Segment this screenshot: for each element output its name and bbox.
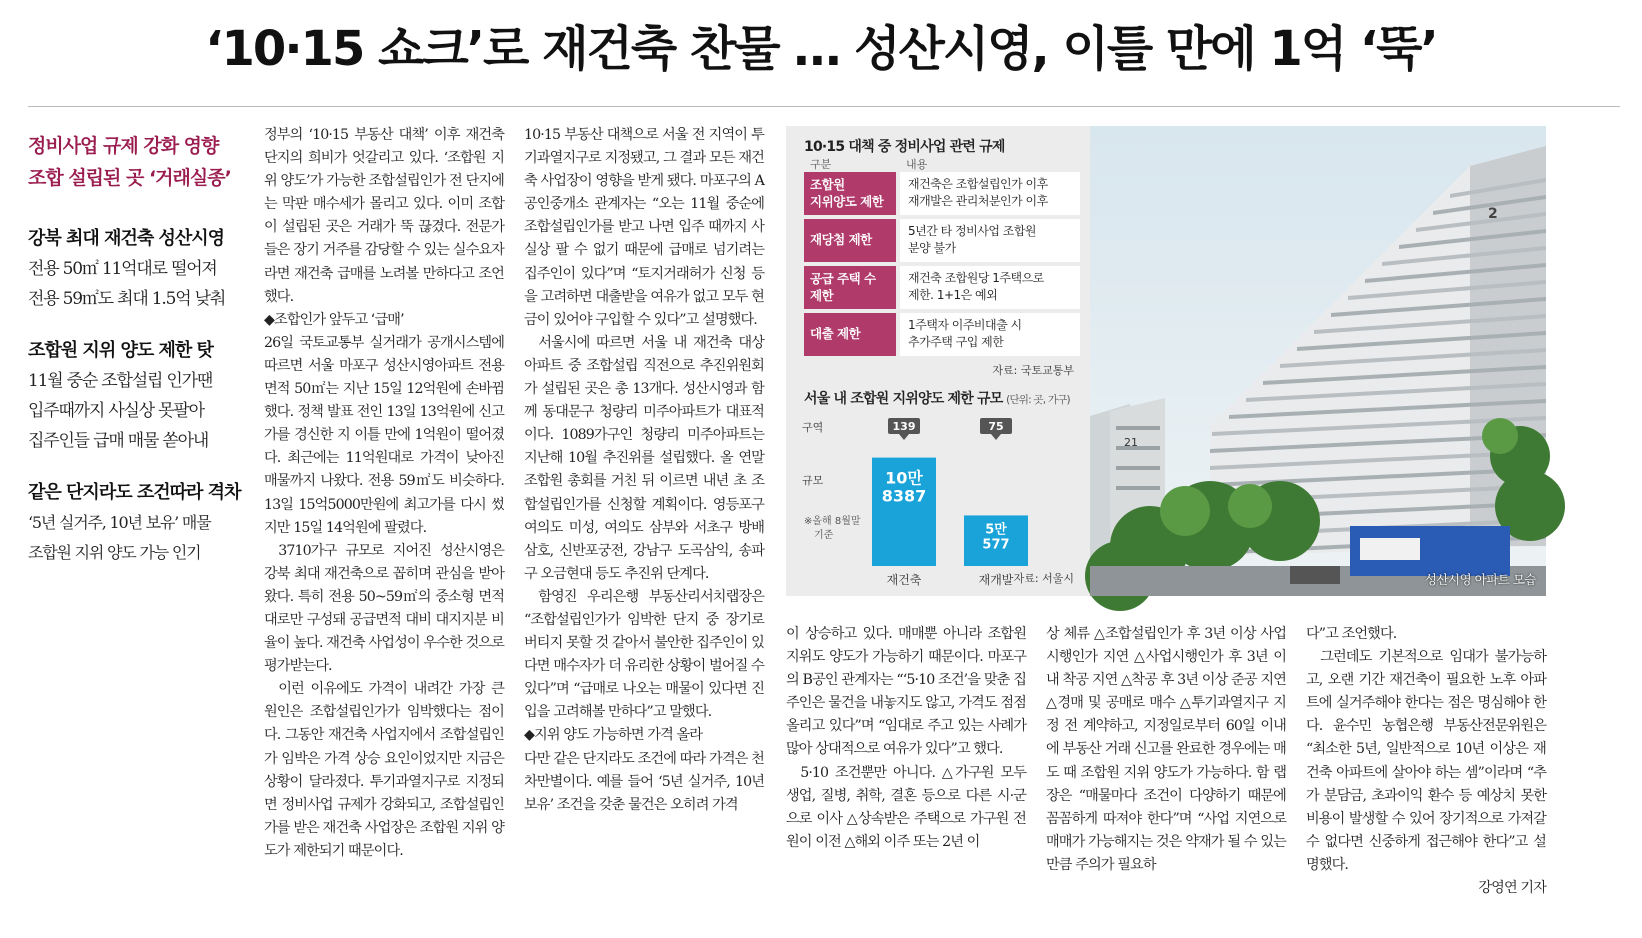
regulation-detail: 재건축 조합원당 1주택으로 제한. 1+1은 예외 [900,266,1080,309]
regulation-row [804,266,1080,309]
category-label: 재개발 [978,573,1014,587]
chart-note-1: ※올해 8월말 [804,516,861,527]
summary-line: ‘5년 실거주, 10년 보유’ 매물 [28,513,211,532]
summary-line: 전용 59㎡도 최대 1.5억 낮춰 [28,289,226,309]
bar-value-label: 10만 [885,468,923,488]
summary-line: 집주인들 급매 매물 쏟아내 [28,431,209,451]
bar-value-label: 8387 [881,486,927,506]
paragraph: 10·15 부동산 대책으로 서울 전 지역이 투기과열지구로 지정됐고, 그 결과 모든 재건축 사업장이 영향을 받게 됐다. 마포구의 A공인중개소 관계자는 “오는 11월 중순에 조합설립인가를 받고 나면 입주 때까지 사실상 팔 수 없기 때문에 급매로 넘기려는 집주인이 있다”며 “토지거래허가 신청 등을 고려하면 대출받을 여유가 없고 모두 현금이 있어야 구입할 수 있다”고 설명했다. [524,127,764,328]
paragraph: 정부의 ‘10·15 부동산 대책’ 이후 재건축 단지의 희비가 엇갈리고 있다. ‘조합원 지위 양도’가 가능한 조합설립인가 전 단지에는 막판 매수세가 몰리고 있다. 이미 조합이 설립된 곳은 거래가 뚝 끊겼다. 전문가들은 장기 거주를 감당할 수 있는 실수요자라면 재건축 급매를 노려볼 만하다고 조언했다. [264,127,504,305]
regulation-row [804,313,1080,356]
paragraph: 다”고 조언했다. [1306,626,1397,642]
regulation-label: 대출 제한 [804,313,896,356]
chart-unit: (단위: 곳, 가구) [1006,394,1070,406]
summary-heading-1: 강북 최대 재건축 성산시영 [28,228,225,249]
regulation-label: 재당첨 제한 [804,219,896,262]
photo-caption: 성산시영 아파트 모습 [1424,572,1536,587]
regulation-detail: 재건축은 조합설립인가 이후 재개발은 관리처분인가 이후 [900,172,1080,215]
apartment-photo [1090,126,1546,596]
source-note: 자료: 국토교통부 [992,364,1074,377]
lead-line-2: 조합 설립된 곳 ‘거래실종’ [28,167,231,189]
count-label: 139 [892,420,916,433]
summary-line: 11월 중순 조합설립 인가땐 [28,371,213,391]
summary-lead [28,130,258,194]
summary-block-3 [28,478,258,568]
header-content: 내용 [906,158,928,171]
regulation-label: 공급 주택 수 제한 [804,266,896,309]
paragraph: 함영진 우리은행 부동산리서치랩장은 “조합설립인가가 임박한 단지 중 장기로 버티지 못할 것 같아서 불안한 집주인이 있다면 매수자가 더 유리한 상황이 벌어질 수 있다”며 “급매로 나오는 매물이 있다면 진입을 고려해볼 만하다”고 말했다. [524,588,764,721]
subheading: ◆지위 양도 가능하면 가격 올라 [524,727,703,744]
summary-block-2 [28,336,258,456]
regulation-detail: 5년간 타 정비사업 조합원 분양 불가 [900,219,1080,262]
paragraph: 이 상승하고 있다. 매매뿐 아니라 조합원 지위도 양도가 가능하기 때문이다. 마포구의 B공인 관계자는 “‘5·10 조건’을 맞춘 집주인은 물건을 내놓지도 않고, 가격도 점점 올리고 있다”며 “임대로 주고 있는 사례가 많아 상대적으로 여유가 있다”고 했다. [786,626,1026,758]
summary-line: 입주때까지 사실상 못팔아 [28,401,204,421]
regulation-label: 조합원 지위양도 제한 [804,172,896,215]
bar-value-label: 5만 [985,522,1007,538]
bar-value-label: 577 [982,537,1010,553]
summary-block-1 [28,224,258,314]
building-number: 21 [1124,436,1138,449]
bars-group [872,418,1028,587]
summary-line: 전용 50㎡ 11억대로 떨어져 [28,259,217,279]
apartment-illustration [1090,126,1546,596]
paragraph: 3710가구 규모로 지어진 성산시영은 강북 최대 재건축으로 꼽히며 관심을 받아왔다. 특히 전용 50~59㎡의 중소형 면적대로만 구성돼 공급면적 대비 대지지분 비율이 높다. 재건축 사업성이 우수한 것으로 평가받는다. [264,542,504,675]
paragraph: 5·10 조건뿐만 아니다. △가구원 모두 생업, 질병, 취학, 결혼 등으로 다른 시·군으로 이사 △상속받은 주택으로 가구원 전원이 이전 △해외 이주 또는 2년 이 [786,764,1026,850]
paragraph: 다만 같은 단지라도 조건에 따라 가격은 천차만별이다. 예를 들어 ‘5년 실거주, 10년 보유’ 조건을 갖춘 물건은 오히려 가격 [524,750,764,813]
article-column-5 [1306,623,1546,897]
building-number: 2 [1488,206,1498,222]
regulation-detail: 1주택자 이주비대출 시 추가주택 구입 제한 [900,313,1080,356]
summary-sidebar [28,130,258,568]
byline: 강영연 기자 [1478,880,1546,897]
headline: ‘10·15 쇼크’로 재건축 찬물 … 성산시영, 이틀 만에 1억 ‘뚝’ [205,21,1437,77]
chart-note-2: 기준 [814,530,834,541]
article-column-4 [1046,623,1286,875]
article-column-3 [786,623,1026,875]
summary-heading-3: 같은 단지라도 조건따라 격차 [28,482,241,503]
summary-heading-2: 조합원 지위 양도 제한 탓 [28,340,213,361]
summary-line: 조합원 지위 양도 가능 인기 [28,543,201,562]
chart-title: 서울 내 조합원 지위양도 제한 규모 [804,391,1003,407]
headline-rule [28,106,1620,107]
count-label: 75 [988,420,1004,433]
subheading: ◆조합인가 앞두고 ‘급매’ [264,311,404,328]
paragraph: 이런 이유에도 가격이 내려간 가장 큰 원인은 조합설립인가가 임박했다는 점이다. 그동안 재건축 사업지에서 조합설립인가 임박은 가격 상승 요인이었지만 지금은 상황이 달라졌다. 투기과열지구로 지정되면 정비사업 규제가 강화되고, 조합설립인가를 받은 재건축 사업장은 조합원 지위 양도가 제한되기 때문이다. [264,681,504,859]
chart-svg [786,416,1090,596]
paragraph: 서울시에 따르면 서울 내 재건축 대상 아파트 중 조합설립 직전으로 추진위원회가 설립된 곳은 총 13개다. 성산시영과 함께 동대문구 청량리 미주아파트가 대표적이다. 1089가구인 청량리 미주아파트는 지난해 10월 추진위를 설립했다. 올 연말 조합원 총회를 거친 뒤 이르면 내년 초 조합설립인가를 신청할 계획이다. 영등포구 여의도 미성, 여의도 삼부와 서초구 방배 삼호, 신반포궁전, 강남구 도곡삼익, 송파구 오금현대 등도 추진위 단계다. [524,334,764,582]
regulation-table-title: 10·15 대책 중 정비사업 관련 규제 [804,139,1005,155]
category-label: 재건축 [886,573,922,587]
paragraph: 그런데도 기본적으로 임대가 불가능하고, 오랜 기간 재건축이 필요한 노후 아파트에 실거주해야 한다는 점은 명심해야 한다. 윤수민 농협은행 부동산전문위원은 “최소한 5년, 일반적으로 10년 이상은 재건축 아파트에 살아야 하는 셈”이라며 “추가 분담금, 초과이익 환수 등 예상치 못한 비용이 발생할 수 있어 장기적으로 가져갈 수 없다면 신중하게 접근해야 한다”고 설명했다. [1306,649,1546,873]
lead-line-1: 정비사업 규제 강화 영향 [28,135,219,157]
regulation-row [804,219,1080,262]
row-label-count: 구역 [802,421,824,434]
row-label-scale: 규모 [802,474,824,487]
regulation-row [804,172,1080,215]
chart-title-line [804,388,1070,408]
paragraph: 26일 국토교통부 실거래가 공개시스템에 따르면 서울 마포구 성산시영아파트 전용면적 50㎡는 지난 15일 12억원에 손바뀜했다. 정책 발표 전인 13일 13억원에 신고가를 경신한 지 이틀 만에 1억원이 떨어졌다. 최근에는 11억원대로 가격이 낮아진 매물까지 나왔다. 전용 59㎡도 비슷하다. 13일 15억5000만원에 최고가를 다시 썼지만 15일 14억원에 팔렸다. [264,334,504,536]
article-column-1 [264,124,504,874]
paragraph: 상 체류 △조합설립인가 후 3년 이상 사업시행인가 지연 △사업시행인가 후 3년 이내 착공 지연 △착공 후 3년 이상 준공 지연 △경매 및 공매로 매수 △투기과열지구 지정 전 계약하고, 지정일로부터 60일 이내에 부동산 거래 신고를 완료한 경우에는 매도 때 조합원 지위 양도가 가능하다. 함 랩장은 “매물마다 조건이 다양하기 때문에 꼼꼼하게 따져야 한다”며 “사업 지연으로 매매가 가능해지는 것은 약재가 될 수 있는 만큼 주의가 필요하 [1046,626,1286,873]
count-badge-pointer [899,434,909,440]
header-category: 구분 [810,158,832,171]
infographic [786,126,1090,596]
source-note: 자료: 서울시 [1013,572,1074,585]
count-badge-pointer [991,434,1001,440]
article-column-2 [524,124,764,874]
